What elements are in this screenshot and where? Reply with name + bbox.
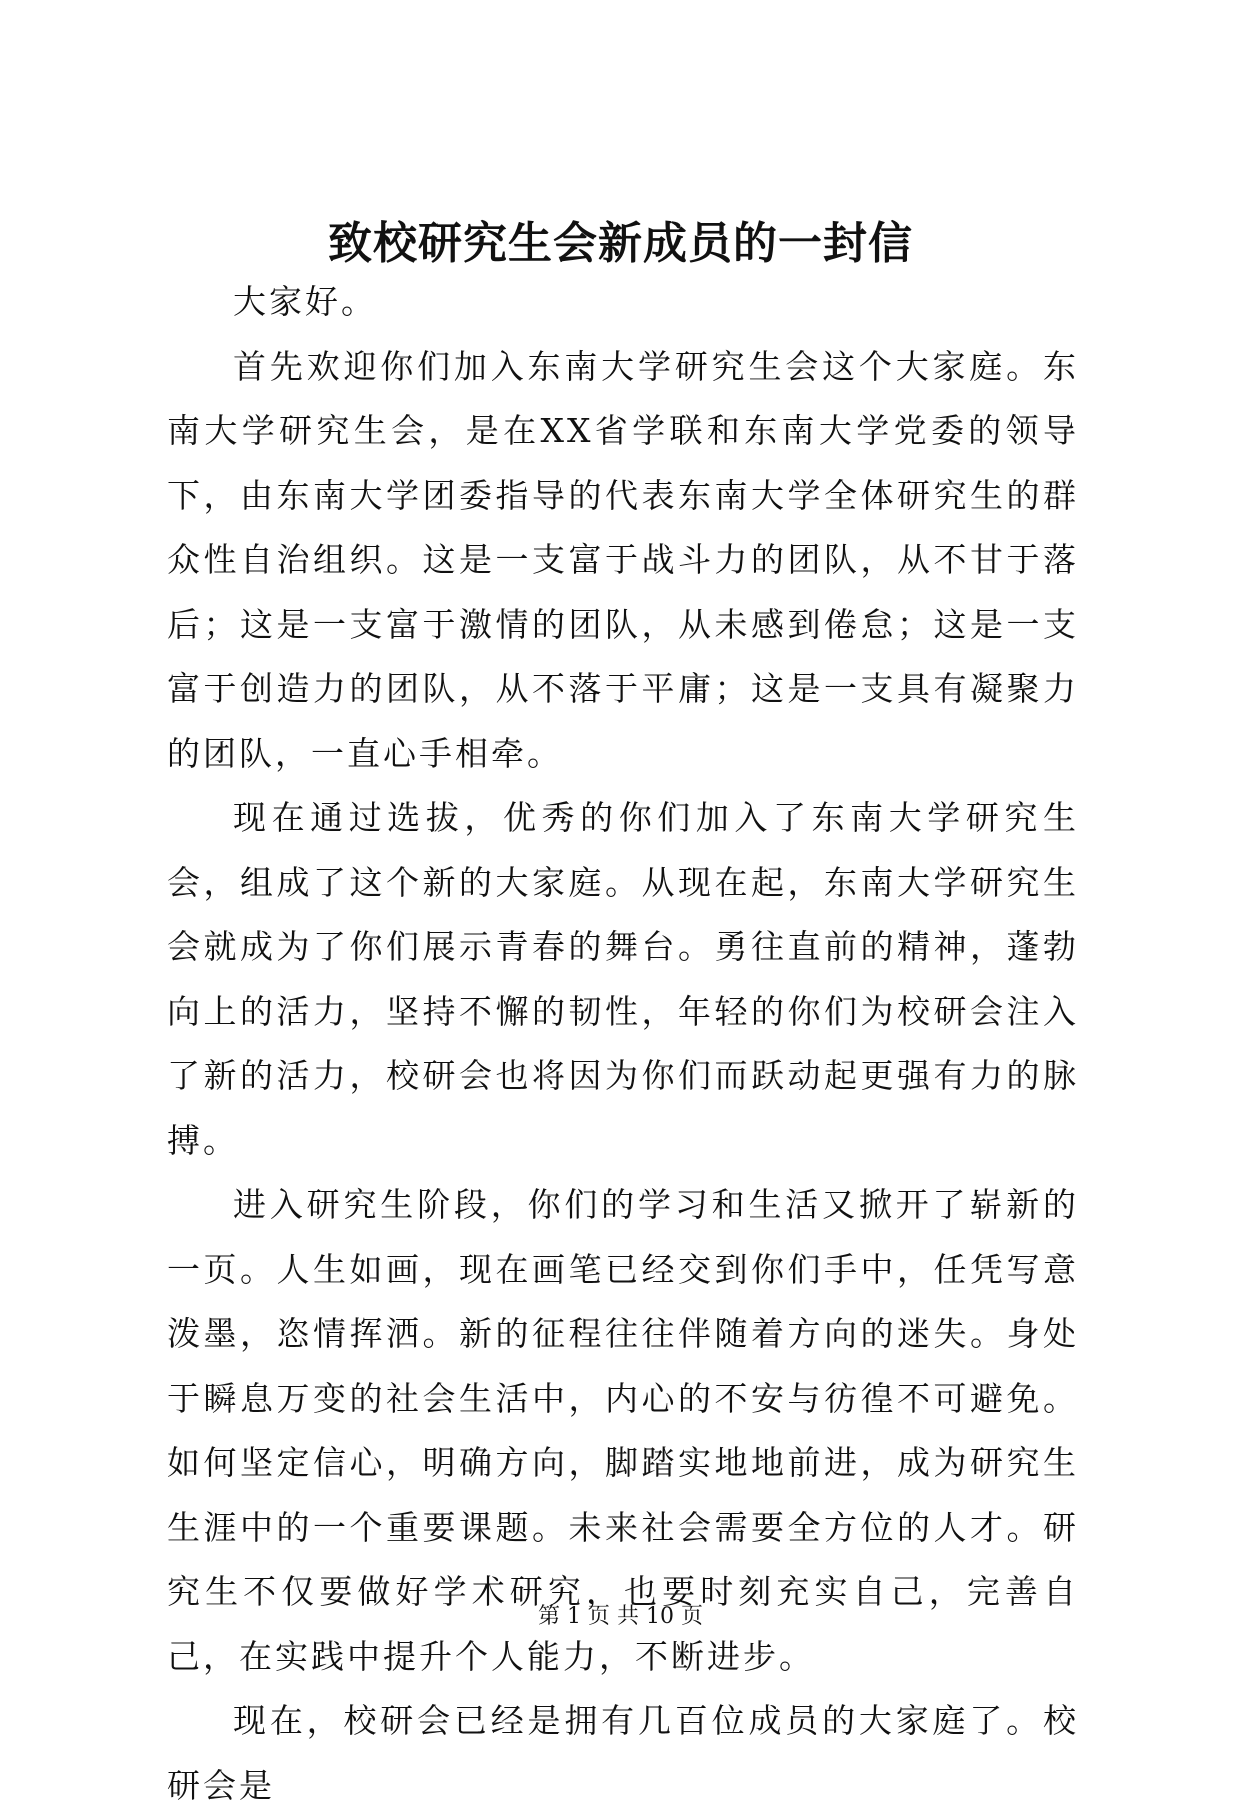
page-number-footer: 第 1 页 共 10 页 xyxy=(538,1604,703,1629)
body-paragraph-3: 进入研究生阶段，你们的学习和生活又掀开了崭新的一页。人生如画，现在画笔已经交到你们手中，任凭写意泼墨，恣情挥洒。新的征程往往伴随着方向的迷失。身处于瞬息万变的社会生活中，内心的不安与彷徨不可避免。如何坚定信心，明确方向，脚踏实地地前进，成为研究生生涯中的一个重要课题。未来社会需要全方位的人才。研究生不仅要做好学术研究，也要时刻充实自己，完善自己，在实践中提升个人能力，不断进步。 xyxy=(167,1185,1079,1676)
body-paragraph-2: 现在通过选拔，优秀的你们加入了东南大学研究生会，组成了这个新的大家庭。从现在起，东南大学研究生会就成为了你们展示青春的舞台。勇往直前的精神，蓬勃向上的活力，坚持不懈的韧性，年轻的你们为校研会注入了新的活力，校研会也将因为你们而跃动起更强有力的脉搏。 xyxy=(167,798,1079,1160)
greeting-paragraph: 大家好。 xyxy=(233,282,377,321)
document-title: 致校研究生会新成员的一封信 xyxy=(328,218,913,269)
body-paragraph-1: 首先欢迎你们加入东南大学研究生会这个大家庭。东南大学研究生会，是在XX省学联和东南大学党委的领导下，由东南大学团委指导的代表东南大学全体研究生的群众性自治组织。这是一支富于战斗力的团队，从不甘于落后；这是一支富于激情的团队，从未感到倦怠；这是一支富于创造力的团队，从不落于平庸；这是一支具有凝聚力的团队，一直心手相牵。 xyxy=(167,346,1079,773)
body-paragraph-4: 现在，校研会已经是拥有几百位成员的大家庭了。校研会是 xyxy=(167,1701,1079,1805)
document-body xyxy=(167,270,1079,1818)
